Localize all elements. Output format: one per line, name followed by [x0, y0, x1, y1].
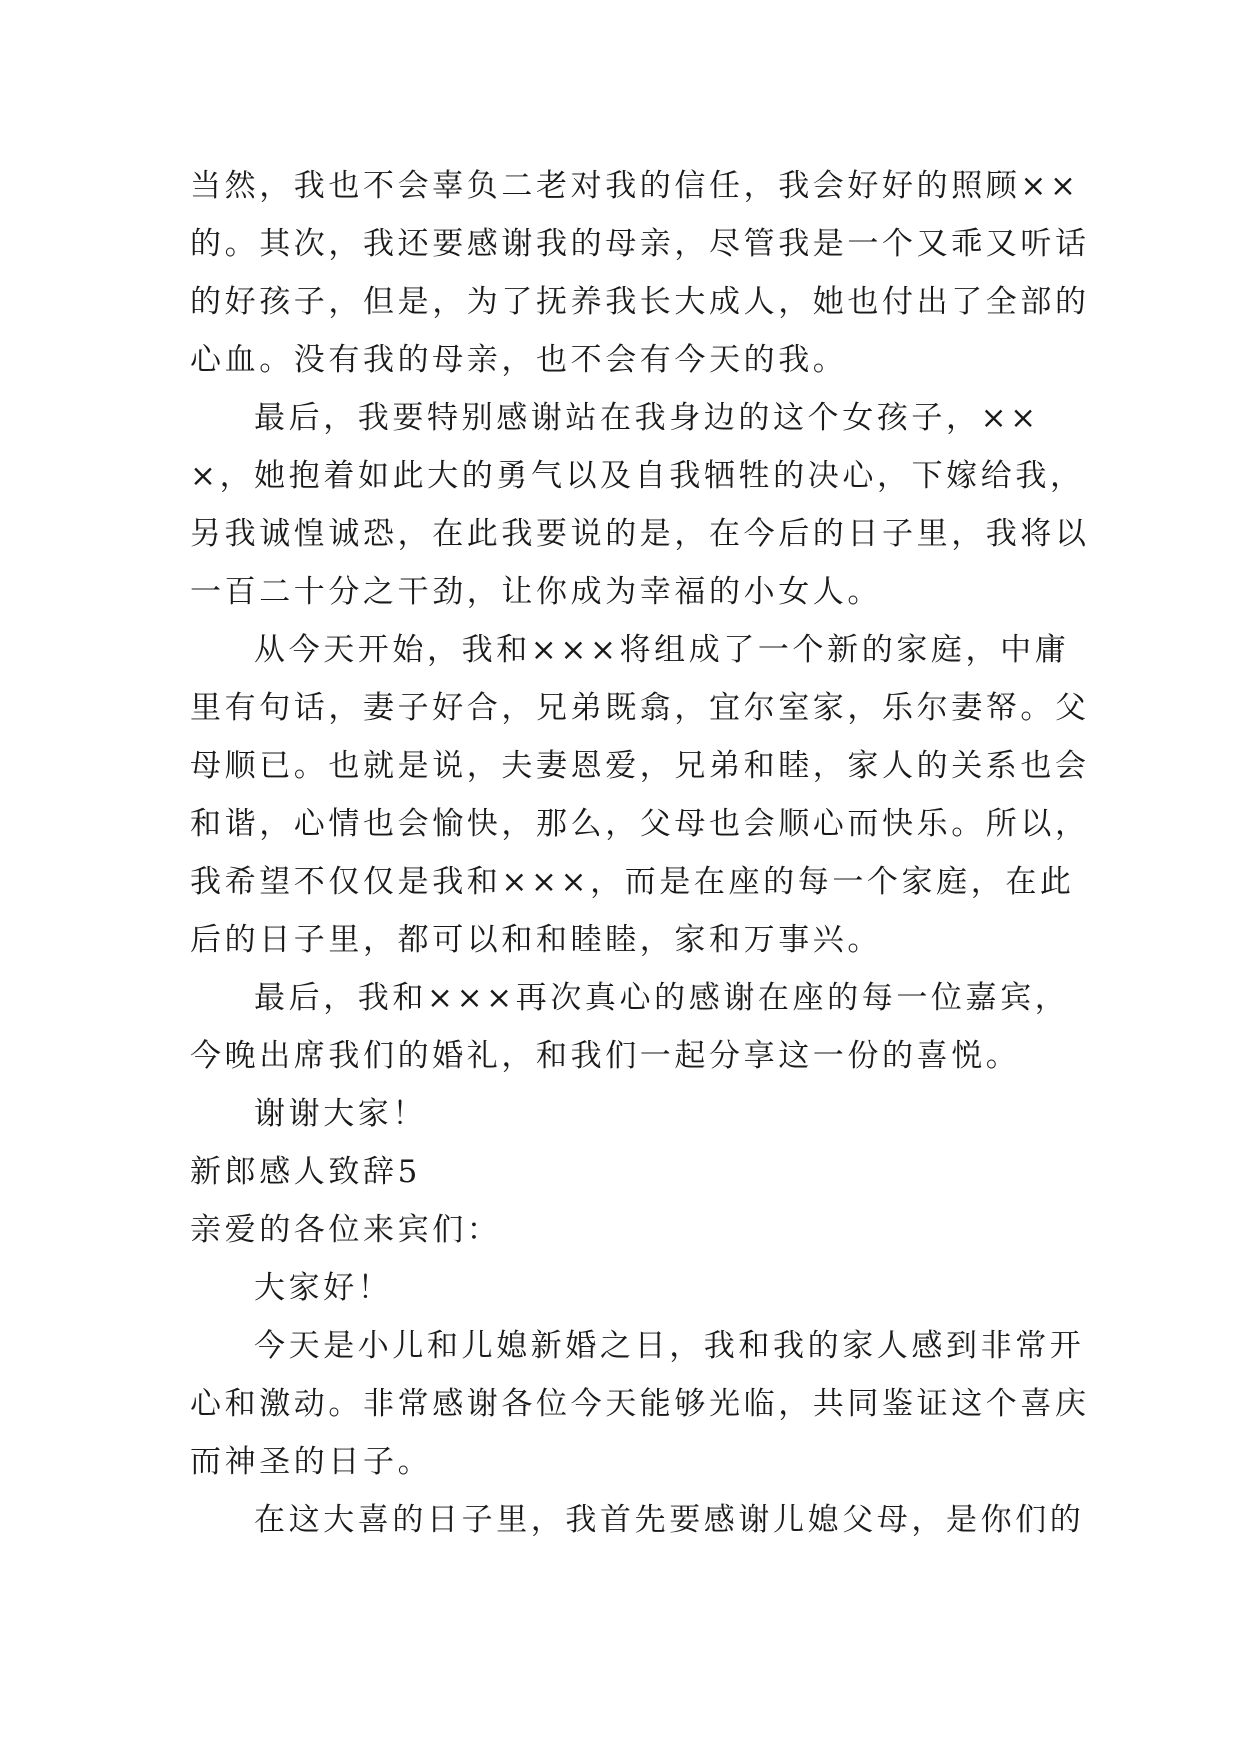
- greeting: 大家好！: [254, 1270, 393, 1306]
- text-line: 从今天开始，我和×××将组成了一个新的家庭，中庸: [254, 632, 1070, 668]
- text-line: 母顺已。也就是说，夫妻恩爱，兄弟和睦，家人的关系也会: [190, 748, 1090, 784]
- text-line: 心血。没有我的母亲，也不会有今天的我。: [190, 342, 848, 378]
- text-line: 谢谢大家！: [254, 1096, 427, 1132]
- text-line: 今天是小儿和儿媳新婚之日，我和我的家人感到非常开: [254, 1328, 1085, 1364]
- section-heading: 新郎感人致辞5: [190, 1154, 421, 1190]
- text-line: 最后，我和×××再次真心的感谢在座的每一位嘉宾，: [254, 980, 1070, 1016]
- text-line: 今晚出席我们的婚礼，和我们一起分享这一份的喜悦。: [190, 1038, 1021, 1074]
- text-line: 后的日子里，都可以和和睦睦，家和万事兴。: [190, 922, 882, 958]
- text-line: 的好孩子，但是，为了抚养我长大成人，她也付出了全部的: [190, 284, 1090, 320]
- text-line: 心和激动。非常感谢各位今天能够光临，共同鉴证这个喜庆: [190, 1386, 1090, 1422]
- text-line: 我希望不仅仅是我和×××，而是在座的每一个家庭，在此: [190, 864, 1075, 900]
- text-line: 的。其次，我还要感谢我的母亲，尽管我是一个又乖又听话: [190, 226, 1090, 262]
- text-line: 当然，我也不会辜负二老对我的信任，我会好好的照顾××: [190, 168, 1080, 204]
- document-body: [190, 157, 1090, 1549]
- text-line: 另我诚惶诚恐，在此我要说的是，在今后的日子里，我将以: [190, 516, 1090, 552]
- text-line: 里有句话，妻子好合，兄弟既翕，宜尔室家，乐尔妻帑。父: [190, 690, 1090, 726]
- text-line: ×，她抱着如此大的勇气以及自我牺牲的决心，下嫁给我，: [190, 458, 1085, 494]
- text-line: 和谐，心情也会愉快，那么，父母也会顺心而快乐。所以，: [190, 806, 1090, 842]
- text-line: 在这大喜的日子里，我首先要感谢儿媳父母，是你们的: [254, 1502, 1085, 1538]
- text-line: 而神圣的日子。: [190, 1444, 433, 1480]
- text-line: 最后，我要特别感谢站在我身边的这个女孩子，××: [254, 400, 1040, 436]
- salutation: 亲爱的各位来宾们：: [190, 1212, 502, 1248]
- text-line: 一百二十分之干劲，让你成为幸福的小女人。: [190, 574, 882, 610]
